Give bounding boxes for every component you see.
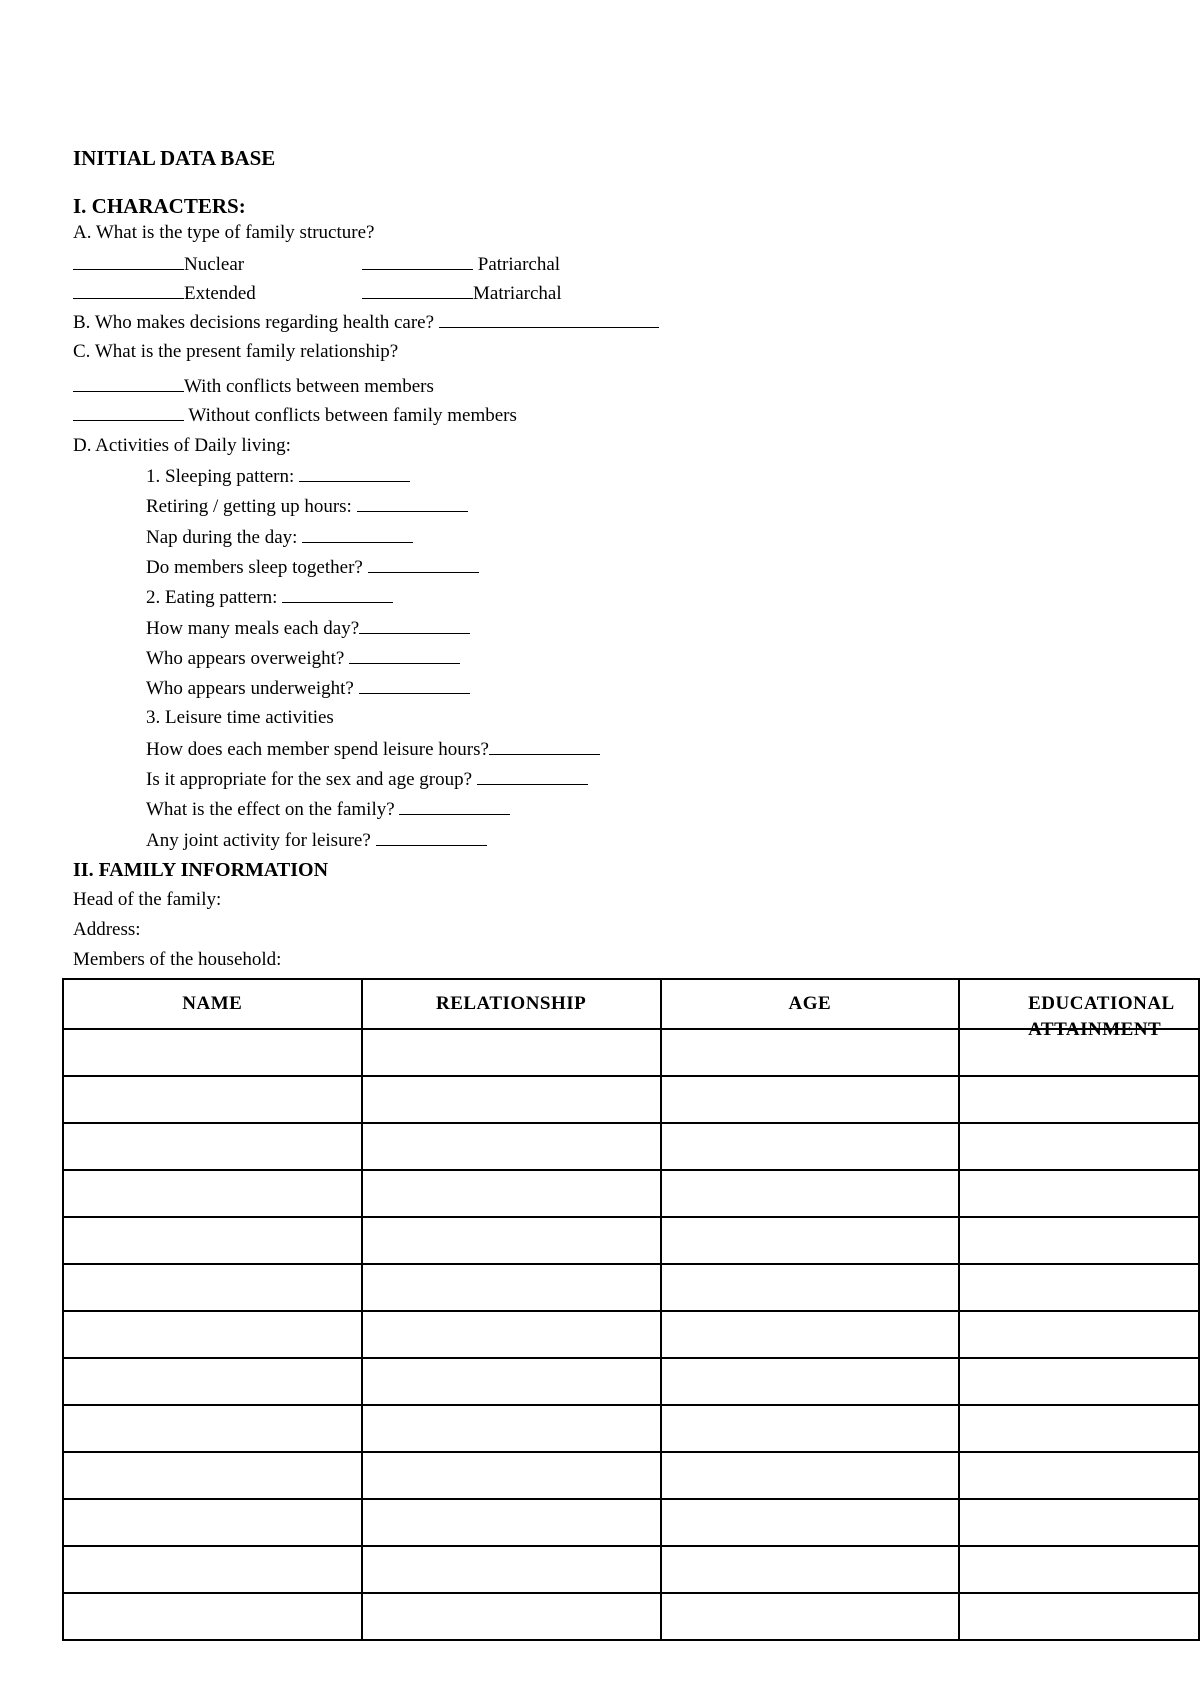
table-cell[interactable] (362, 1311, 661, 1358)
table-cell[interactable] (661, 1405, 959, 1452)
table-cell[interactable] (63, 1405, 362, 1452)
adl-item-text: Retiring / getting up hours: (146, 496, 357, 518)
adl-item-text: Who appears underweight? (146, 678, 359, 700)
table-cell[interactable] (959, 1593, 1199, 1640)
table-row (63, 1076, 1199, 1123)
adl-item-text: How many meals each day? (146, 617, 360, 639)
table-cell[interactable] (362, 1546, 661, 1593)
table-cell[interactable] (362, 1593, 661, 1640)
option-label: Without conflicts between family members (184, 405, 517, 426)
household-members-table (62, 978, 1200, 1641)
column-header-relationship: RELATIONSHIP (362, 979, 661, 1029)
table-cell[interactable] (362, 1217, 661, 1264)
table-cell[interactable] (63, 1170, 362, 1217)
blank-line[interactable] (477, 767, 588, 785)
blank-line[interactable] (302, 525, 413, 543)
table-cell[interactable] (63, 1123, 362, 1170)
table-cell[interactable] (959, 1546, 1199, 1593)
column-header-name: NAME (63, 979, 362, 1029)
question-d: D. Activities of Daily living: (73, 435, 291, 456)
table-cell[interactable] (362, 1029, 661, 1076)
column-header-educational-attainment: EDUCATIONAL ATTAINMENT (959, 979, 1199, 1029)
option-label: Nuclear (184, 254, 245, 275)
adl-item-text: How does each member spend leisure hours? (146, 738, 489, 760)
table-row (63, 1593, 1199, 1640)
table-cell[interactable] (362, 1452, 661, 1499)
blank-line[interactable] (299, 464, 410, 482)
table-header-row (63, 979, 1199, 1029)
adl-item-text: 2. Eating pattern: (146, 587, 283, 609)
table-cell[interactable] (63, 1264, 362, 1311)
table-cell[interactable] (63, 1593, 362, 1640)
table-cell[interactable] (661, 1546, 959, 1593)
option-label: Matriarchal (473, 283, 562, 304)
table-cell[interactable] (959, 1170, 1199, 1217)
address-label: Address: (73, 919, 141, 940)
option-label: Extended (184, 283, 256, 304)
option-nuclear (73, 252, 244, 277)
option-without-conflicts (73, 403, 517, 428)
adl-item-text: Is it appropriate for the sex and age group? (146, 769, 477, 790)
table-cell[interactable] (661, 1076, 959, 1123)
adl-item (146, 464, 410, 489)
table-cell[interactable] (63, 1029, 362, 1076)
question-c: C. What is the present family relationship? (73, 341, 399, 362)
table-cell[interactable] (362, 1264, 661, 1311)
table-cell[interactable] (959, 1264, 1199, 1311)
adl-item (146, 676, 470, 701)
blank-line[interactable] (73, 281, 184, 299)
blank-line[interactable] (368, 555, 479, 573)
table-cell[interactable] (661, 1217, 959, 1264)
table-row (63, 1217, 1199, 1264)
adl-item (146, 585, 393, 610)
table-cell[interactable] (661, 1311, 959, 1358)
question-b (73, 310, 659, 335)
section-family-info-heading: II. FAMILY INFORMATION (73, 859, 329, 881)
blank-line[interactable] (73, 403, 184, 421)
table-cell[interactable] (63, 1217, 362, 1264)
blank-line[interactable] (376, 828, 487, 846)
table-row (63, 1311, 1199, 1358)
table-cell[interactable] (959, 1405, 1199, 1452)
table-row (63, 1405, 1199, 1452)
table-cell[interactable] (959, 1499, 1199, 1546)
adl-item (146, 525, 413, 550)
head-of-family-label: Head of the family: (73, 889, 222, 910)
table-cell[interactable] (959, 1217, 1199, 1264)
table-cell[interactable] (63, 1499, 362, 1546)
table-cell[interactable] (661, 1593, 959, 1640)
table-cell[interactable] (661, 1452, 959, 1499)
table-cell[interactable] (362, 1123, 661, 1170)
adl-item (146, 555, 479, 580)
section-characters-heading: I. CHARACTERS: (73, 194, 246, 218)
question-a: A. What is the type of family structure? (73, 222, 375, 243)
table-cell[interactable] (63, 1311, 362, 1358)
blank-line[interactable] (73, 374, 184, 392)
adl-item-text: 1. Sleeping pattern: (146, 466, 300, 487)
document-title: INITIAL DATA BASE (73, 146, 276, 170)
blank-line[interactable] (362, 281, 473, 299)
table-cell[interactable] (959, 1311, 1199, 1358)
adl-item-text: 3. Leisure time activities (146, 707, 334, 729)
table-cell[interactable] (63, 1452, 362, 1499)
option-label: Patriarchal (473, 254, 561, 275)
blank-line[interactable] (73, 252, 184, 270)
table-cell[interactable] (959, 1076, 1199, 1123)
household-members-label: Members of the household: (73, 949, 282, 970)
table-cell[interactable] (661, 1170, 959, 1217)
table-row (63, 1499, 1199, 1546)
table-row (63, 1123, 1199, 1170)
column-header-age: AGE (661, 979, 959, 1029)
table-cell[interactable] (63, 1076, 362, 1123)
table-row (63, 1546, 1199, 1593)
table-cell[interactable] (362, 1499, 661, 1546)
adl-item-text: Who appears overweight? (146, 647, 350, 669)
adl-item (146, 737, 600, 762)
table-cell[interactable] (362, 1170, 661, 1217)
table-cell[interactable] (661, 1358, 959, 1405)
blank-line[interactable] (399, 797, 510, 815)
table-cell[interactable] (362, 1076, 661, 1123)
adl-item (146, 828, 487, 853)
table-cell[interactable] (362, 1405, 661, 1452)
option-matriarchal (362, 281, 562, 306)
adl-item (146, 767, 588, 792)
adl-item (146, 706, 334, 730)
blank-line[interactable] (359, 676, 470, 694)
table-row (63, 1170, 1199, 1217)
adl-item-text: Any joint activity for leisure? (146, 829, 376, 851)
table-cell[interactable] (63, 1358, 362, 1405)
table-cell[interactable] (959, 1452, 1199, 1499)
blank-line[interactable] (357, 494, 468, 512)
table-cell[interactable] (661, 1029, 959, 1076)
adl-item (146, 797, 510, 822)
question-b-text: B. Who makes decisions regarding health care? (73, 312, 439, 333)
blank-line[interactable] (439, 310, 659, 328)
table-cell[interactable] (959, 1123, 1199, 1170)
adl-item (146, 616, 470, 641)
option-label: With conflicts between members (184, 376, 434, 397)
adl-item-text: Do members sleep together? (146, 556, 368, 578)
table-cell[interactable] (362, 1358, 661, 1405)
table-row (63, 1452, 1199, 1499)
table-row (63, 1264, 1199, 1311)
adl-item (146, 494, 468, 519)
table-cell[interactable] (661, 1123, 959, 1170)
table-row (63, 1358, 1199, 1405)
adl-item (146, 646, 460, 671)
blank-line[interactable] (359, 616, 470, 634)
adl-item-text: Nap during the day: (146, 526, 303, 548)
table-cell[interactable] (959, 1358, 1199, 1405)
blank-line[interactable] (362, 252, 473, 270)
blank-line[interactable] (489, 737, 600, 755)
option-extended (73, 281, 256, 306)
option-patriarchal (362, 252, 560, 277)
table-cell[interactable] (63, 1546, 362, 1593)
blank-line[interactable] (282, 585, 393, 603)
adl-item-text: What is the effect on the family? (146, 799, 400, 821)
table-cell[interactable] (661, 1499, 959, 1546)
option-with-conflicts (73, 374, 434, 399)
table-cell[interactable] (661, 1264, 959, 1311)
blank-line[interactable] (349, 646, 460, 664)
